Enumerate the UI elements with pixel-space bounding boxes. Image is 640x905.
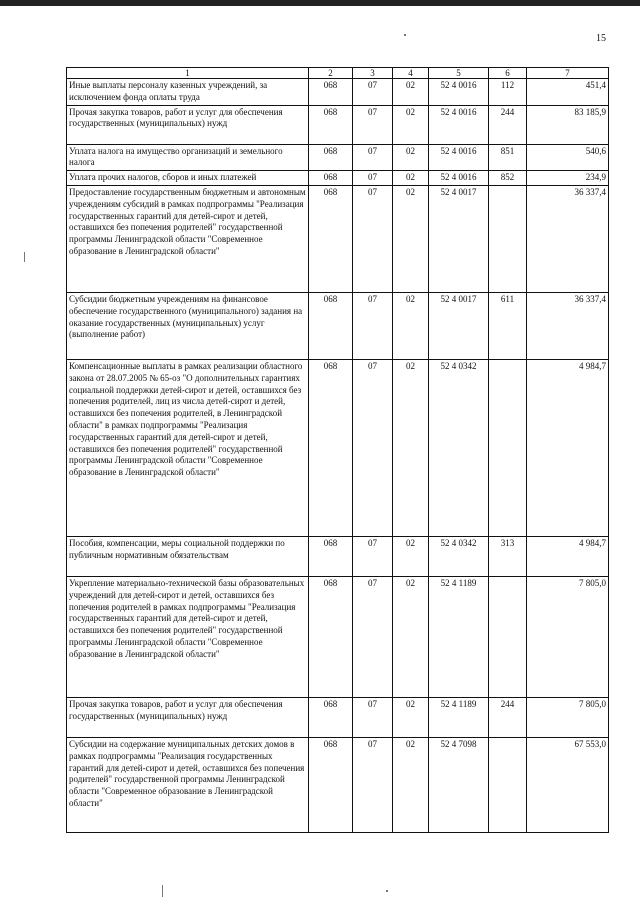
- cell-admin-code: 068: [309, 359, 353, 536]
- cell-expense-type: [489, 185, 527, 292]
- column-header: 3: [353, 68, 393, 79]
- cell-section: 07: [353, 144, 393, 171]
- column-header: 4: [393, 68, 429, 79]
- row-name: Пособия, компенсации, меры социальной поддержки по публичным нормативным обязательствам: [67, 536, 309, 576]
- cell-admin-code: 068: [309, 185, 353, 292]
- cell-target-article: 52 4 7098: [429, 737, 489, 832]
- column-header: 5: [429, 68, 489, 79]
- cell-target-article: 52 4 0016: [429, 144, 489, 171]
- table-row: [67, 697, 609, 737]
- cell-target-article: 52 4 1189: [429, 576, 489, 697]
- cell-amount: 7 805,0: [527, 576, 609, 697]
- table-row: [67, 171, 609, 186]
- cell-admin-code: 068: [309, 292, 353, 359]
- cell-subsection: 02: [393, 171, 429, 186]
- cell-section: 07: [353, 105, 393, 144]
- row-name: Уплата прочих налогов, сборов и иных платежей: [67, 171, 309, 186]
- cell-admin-code: 068: [309, 536, 353, 576]
- cell-admin-code: 068: [309, 79, 353, 106]
- cell-subsection: 02: [393, 359, 429, 536]
- cell-amount: 83 185,9: [527, 105, 609, 144]
- cell-section: 07: [353, 737, 393, 832]
- cell-section: 07: [353, 292, 393, 359]
- cell-subsection: 02: [393, 576, 429, 697]
- cell-admin-code: 068: [309, 697, 353, 737]
- cell-expense-type: [489, 359, 527, 536]
- cell-expense-type: 112: [489, 79, 527, 106]
- table-header-row: [67, 68, 609, 79]
- cell-amount: 7 805,0: [527, 697, 609, 737]
- page-number: 15: [596, 33, 606, 44]
- cell-subsection: 02: [393, 536, 429, 576]
- cell-subsection: 02: [393, 697, 429, 737]
- row-name: Прочая закупка товаров, работ и услуг для обеспечения государственных (муниципальных) нужд: [67, 105, 309, 144]
- table-row: [67, 292, 609, 359]
- cell-section: 07: [353, 697, 393, 737]
- cell-amount: 451,4: [527, 79, 609, 106]
- scan-speck: [386, 890, 388, 892]
- cell-amount: 540,6: [527, 144, 609, 171]
- scan-speck: [404, 34, 406, 36]
- cell-expense-type: 313: [489, 536, 527, 576]
- cell-admin-code: 068: [309, 144, 353, 171]
- cell-subsection: 02: [393, 105, 429, 144]
- table-row: [67, 737, 609, 832]
- cell-amount: 4 984,7: [527, 359, 609, 536]
- table-row: [67, 185, 609, 292]
- row-name: Иные выплаты персоналу казенных учреждений, за исключением фонда оплаты труда: [67, 79, 309, 106]
- cell-target-article: 52 4 0016: [429, 79, 489, 106]
- column-header: 2: [309, 68, 353, 79]
- cell-admin-code: 068: [309, 737, 353, 832]
- cell-section: 07: [353, 171, 393, 186]
- cell-amount: 4 984,7: [527, 536, 609, 576]
- cell-section: 07: [353, 79, 393, 106]
- cell-expense-type: [489, 576, 527, 697]
- cell-section: 07: [353, 576, 393, 697]
- cell-expense-type: 851: [489, 144, 527, 171]
- scan-speck: [24, 252, 25, 262]
- table-row: [67, 105, 609, 144]
- cell-expense-type: 244: [489, 105, 527, 144]
- cell-subsection: 02: [393, 144, 429, 171]
- column-header: 1: [67, 68, 309, 79]
- cell-target-article: 52 4 0017: [429, 185, 489, 292]
- cell-subsection: 02: [393, 737, 429, 832]
- cell-expense-type: [489, 737, 527, 832]
- cell-amount: 36 337,4: [527, 185, 609, 292]
- cell-admin-code: 068: [309, 105, 353, 144]
- cell-admin-code: 068: [309, 576, 353, 697]
- scan-speck: [162, 885, 163, 897]
- cell-section: 07: [353, 536, 393, 576]
- row-name: Субсидии бюджетным учреждениям на финансовое обеспечение государственного (муниципального) задания на оказание государственных (муниципальных) услуг (выполнение работ): [67, 292, 309, 359]
- cell-expense-type: 852: [489, 171, 527, 186]
- row-name: Укрепление материально-технической базы образовательных учреждений для детей-сирот и детей, оставшихся без попечения родителей в рамках подпрограммы "Реализация государственных гарантий для детей-сирот и детей, оставшихся без попечения родителей" государственной программы Ленинградской области "Современное образование в Ленинградской области": [67, 576, 309, 697]
- cell-section: 07: [353, 359, 393, 536]
- cell-target-article: 52 4 0342: [429, 536, 489, 576]
- table-row: [67, 144, 609, 171]
- column-header: 7: [527, 68, 609, 79]
- cell-subsection: 02: [393, 185, 429, 292]
- cell-section: 07: [353, 185, 393, 292]
- scan-top-border: [0, 0, 640, 6]
- cell-target-article: 52 4 0342: [429, 359, 489, 536]
- table-row: [67, 536, 609, 576]
- cell-expense-type: 611: [489, 292, 527, 359]
- cell-target-article: 52 4 0016: [429, 171, 489, 186]
- row-name: Уплата налога на имущество организаций и земельного налога: [67, 144, 309, 171]
- cell-target-article: 52 4 1189: [429, 697, 489, 737]
- row-name: Предоставление государственным бюджетным и автономным учреждениям субсидий в рамках подпрограммы "Реализация государственных гарантий для детей-сирот и детей, оставшихся без попечения родителей" государственной программы Ленинградской области "Современное образование в Ленинградской области": [67, 185, 309, 292]
- cell-amount: 36 337,4: [527, 292, 609, 359]
- cell-amount: 234,9: [527, 171, 609, 186]
- table-row: [67, 576, 609, 697]
- row-name: Субсидии на содержание муниципальных детских домов в рамках подпрограммы "Реализация государственных гарантий для детей-сирот и детей, оставшихся без попечения родителей" государственной программы Ленинградской области "Современное образование в Ленинградской области": [67, 737, 309, 832]
- table-row: [67, 359, 609, 536]
- cell-expense-type: 244: [489, 697, 527, 737]
- cell-admin-code: 068: [309, 171, 353, 186]
- row-name: Прочая закупка товаров, работ и услуг для обеспечения государственных (муниципальных) нужд: [67, 697, 309, 737]
- table-row: [67, 79, 609, 106]
- cell-subsection: 02: [393, 292, 429, 359]
- cell-subsection: 02: [393, 79, 429, 106]
- row-name: Компенсационные выплаты в рамках реализации областного закона от 28.07.2005 № 65-оз "О дополнительных гарантиях социальной поддержки детей-сирот и детей, оставшихся без попечения родителей, лиц из числа детей-сирот и детей, оставшихся без попечения родителей, в Ленинградской области" в рамках подпрограммы "Реализация государственных гарантий для детей-сирот и детей, оставшихся без попечения родителей" государственной программы Ленинградской области "Современное образование в Ленинградской области": [67, 359, 309, 536]
- cell-amount: 67 553,0: [527, 737, 609, 832]
- cell-target-article: 52 4 0016: [429, 105, 489, 144]
- cell-target-article: 52 4 0017: [429, 292, 489, 359]
- column-header: 6: [489, 68, 527, 79]
- budget-table: [66, 67, 609, 833]
